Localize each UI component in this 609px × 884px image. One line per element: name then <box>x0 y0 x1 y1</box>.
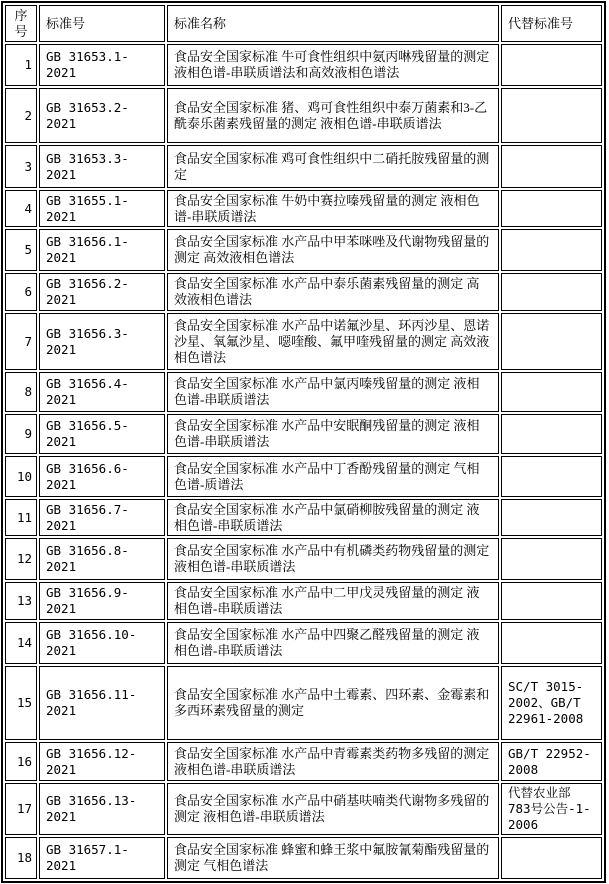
cell-standard-name: 食品安全国家标准 水产品中安眠酮残留量的测定 液相色谱-串联质谱法 <box>167 414 499 454</box>
cell-row-number: 9 <box>5 414 37 454</box>
table-row <box>5 145 602 188</box>
cell-standard-code: GB 31656.9-2021 <box>39 582 165 620</box>
cell-standard-name: 食品安全国家标准 水产品中四聚乙醛残留量的测定 液相色谱-串联质谱法 <box>167 622 499 664</box>
cell-standard-name: 食品安全国家标准 水产品中诺氟沙星、环丙沙星、恩诺沙星、氧氟沙星、噁喹酸、氟甲喹残留量的测定 高效液相色谱法 <box>167 313 499 370</box>
cell-replaced-standard <box>501 88 602 143</box>
cell-replaced-standard <box>501 44 602 86</box>
cell-standard-code: GB 31656.10-2021 <box>39 622 165 664</box>
column-header-standard-code: 标准号 <box>39 5 165 42</box>
cell-standard-name: 食品安全国家标准 蜂蜜和蜂王浆中氟胺氰菊酯残留量的测定 气相色谱法 <box>167 837 499 879</box>
cell-standard-name: 食品安全国家标准 水产品中青霉素类药物多残留的测定 液相色谱-串联质谱法 <box>167 742 499 781</box>
cell-row-number: 3 <box>5 145 37 188</box>
table-row <box>5 499 602 536</box>
cell-row-number: 1 <box>5 44 37 86</box>
cell-standard-code: GB 31656.11-2021 <box>39 666 165 740</box>
cell-replaced-standard <box>501 414 602 454</box>
cell-row-number: 12 <box>5 538 37 580</box>
cell-replaced-standard <box>501 372 602 412</box>
cell-replaced-standard <box>501 499 602 536</box>
table-row <box>5 837 602 879</box>
table-row <box>5 783 602 835</box>
cell-standard-name: 食品安全国家标准 水产品中有机磷类药物残留量的测定 液相色谱-串联质谱法 <box>167 538 499 580</box>
cell-replaced-standard <box>501 837 602 879</box>
cell-replaced-standard <box>501 273 602 311</box>
table-row <box>5 414 602 454</box>
cell-standard-code: GB 31655.1-2021 <box>39 190 165 227</box>
cell-replaced-standard <box>501 456 602 497</box>
cell-standard-name: 食品安全国家标准 水产品中泰乐菌素残留量的测定 高效液相色谱法 <box>167 273 499 311</box>
cell-row-number: 16 <box>5 742 37 781</box>
cell-standard-code: GB 31656.13-2021 <box>39 783 165 835</box>
cell-standard-name: 食品安全国家标准 猪、鸡可食性组织中泰万菌素和3-乙酰泰乐菌素残留量的测定 液相色谱-串联质谱法 <box>167 88 499 143</box>
column-header-standard-name: 标准名称 <box>167 5 499 42</box>
table-header <box>5 5 602 42</box>
table-row <box>5 190 602 227</box>
cell-standard-name: 食品安全国家标准 水产品中丁香酚残留量的测定 气相色谱-质谱法 <box>167 456 499 497</box>
cell-standard-code: GB 31656.4-2021 <box>39 372 165 412</box>
cell-standard-code: GB 31656.3-2021 <box>39 313 165 370</box>
cell-standard-code: GB 31656.5-2021 <box>39 414 165 454</box>
header-row <box>5 5 602 42</box>
cell-row-number: 15 <box>5 666 37 740</box>
cell-standard-name: 食品安全国家标准 水产品中氯丙嗪残留量的测定 液相色谱-串联质谱法 <box>167 372 499 412</box>
cell-row-number: 6 <box>5 273 37 311</box>
cell-standard-name: 食品安全国家标准 牛奶中赛拉嗪残留量的测定 液相色谱-串联质谱法 <box>167 190 499 227</box>
table-row <box>5 44 602 86</box>
cell-replaced-standard: SC/T 3015-2002、GB/T 22961-2008 <box>501 666 602 740</box>
cell-replaced-standard <box>501 190 602 227</box>
cell-row-number: 18 <box>5 837 37 879</box>
cell-standard-code: GB 31657.1-2021 <box>39 837 165 879</box>
table-row <box>5 742 602 781</box>
cell-replaced-standard <box>501 229 602 271</box>
cell-row-number: 5 <box>5 229 37 271</box>
table-body <box>5 44 602 879</box>
cell-replaced-standard: GB/T 22952-2008 <box>501 742 602 781</box>
table-row <box>5 313 602 370</box>
table-row <box>5 622 602 664</box>
cell-standard-code: GB 31656.12-2021 <box>39 742 165 781</box>
cell-standard-name: 食品安全国家标准 水产品中氯硝柳胺残留量的测定 液相色谱-串联质谱法 <box>167 499 499 536</box>
cell-standard-code: GB 31653.1-2021 <box>39 44 165 86</box>
cell-replaced-standard: 代替农业部 783号公告-1-2006 <box>501 783 602 835</box>
cell-standard-code: GB 31653.2-2021 <box>39 88 165 143</box>
table-row <box>5 88 602 143</box>
cell-standard-name: 食品安全国家标准 水产品中土霉素、四环素、金霉素和多西环素残留量的测定 <box>167 666 499 740</box>
cell-standard-code: GB 31653.3-2021 <box>39 145 165 188</box>
cell-row-number: 2 <box>5 88 37 143</box>
cell-row-number: 7 <box>5 313 37 370</box>
cell-standard-name: 食品安全国家标准 水产品中二甲戊灵残留量的测定 液相色谱-串联质谱法 <box>167 582 499 620</box>
cell-replaced-standard <box>501 622 602 664</box>
standards-table <box>1 1 606 883</box>
cell-row-number: 13 <box>5 582 37 620</box>
table-row <box>5 456 602 497</box>
table-row <box>5 372 602 412</box>
cell-standard-name: 食品安全国家标准 水产品中硝基呋喃类代谢物多残留的测定 液相色谱-串联质谱法 <box>167 783 499 835</box>
cell-row-number: 10 <box>5 456 37 497</box>
cell-standard-name: 食品安全国家标准 牛可食性组织中氨丙啉残留量的测定 液相色谱-串联质谱法和高效液相色谱法 <box>167 44 499 86</box>
column-header-replaced-standard: 代替标准号 <box>501 5 602 42</box>
cell-standard-code: GB 31656.1-2021 <box>39 229 165 271</box>
cell-standard-name: 食品安全国家标准 鸡可食性组织中二硝托胺残留量的测定 <box>167 145 499 188</box>
table-row <box>5 229 602 271</box>
table-row <box>5 582 602 620</box>
cell-standard-name: 食品安全国家标准 水产品中甲苯咪唑及代谢物残留量的测定 高效液相色谱法 <box>167 229 499 271</box>
cell-row-number: 4 <box>5 190 37 227</box>
cell-replaced-standard <box>501 313 602 370</box>
cell-standard-code: GB 31656.7-2021 <box>39 499 165 536</box>
table-row <box>5 273 602 311</box>
cell-standard-code: GB 31656.2-2021 <box>39 273 165 311</box>
column-header-row-number: 序号 <box>5 5 37 42</box>
cell-row-number: 11 <box>5 499 37 536</box>
table-row <box>5 666 602 740</box>
cell-replaced-standard <box>501 582 602 620</box>
cell-row-number: 17 <box>5 783 37 835</box>
cell-row-number: 8 <box>5 372 37 412</box>
cell-row-number: 14 <box>5 622 37 664</box>
cell-replaced-standard <box>501 538 602 580</box>
cell-standard-code: GB 31656.8-2021 <box>39 538 165 580</box>
table-row <box>5 538 602 580</box>
cell-replaced-standard <box>501 145 602 188</box>
cell-standard-code: GB 31656.6-2021 <box>39 456 165 497</box>
